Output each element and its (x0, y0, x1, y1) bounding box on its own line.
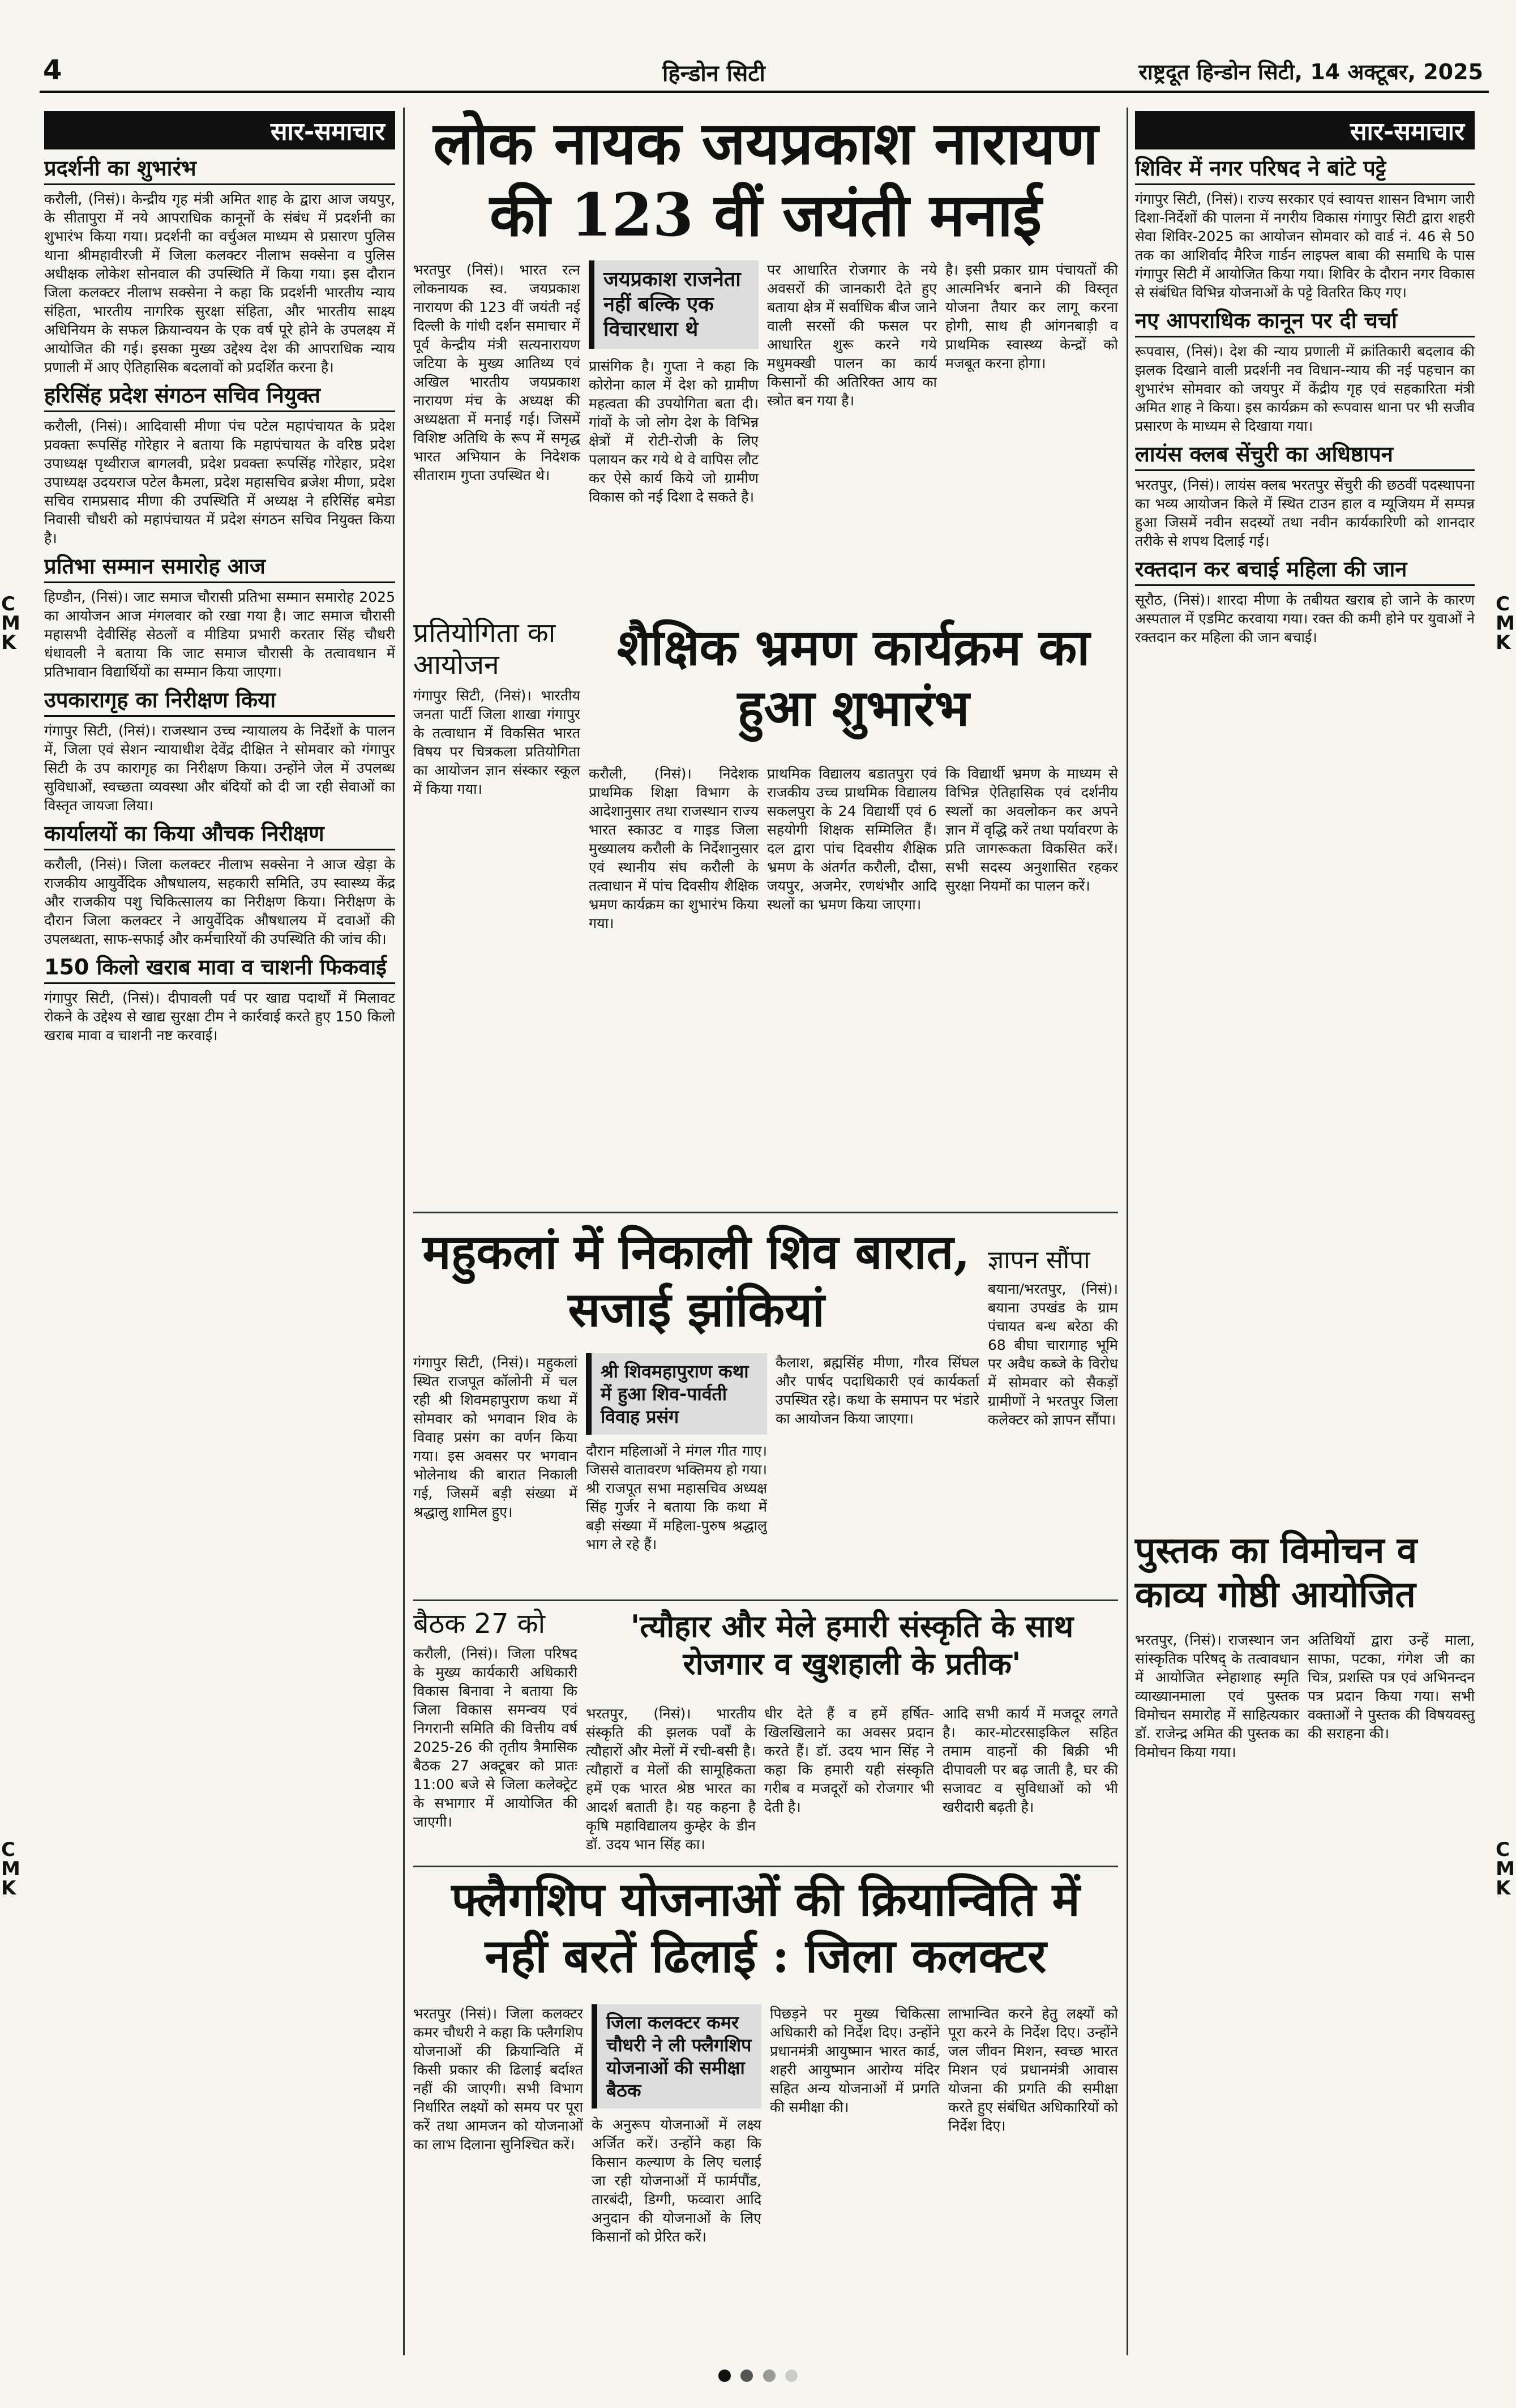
brief-body: गंगापुर सिटी, (निसं)। राज्य सरकार एवं स्वायत्त शासन विभाग जारी दिशा-निर्देशों की पालना में नगरीय विकास गंगापुर सिटी द्वारा शहरी सेवा शिविर-2025 का आयोजन सोमवार को वार्ड नं. 46 से 50 तक का आशिर्वाद मैरिज गार्डन लाइफ्ल बाबा की समाधि के पास गंगापुर सिटी में आयोजित किया गया। शिविर के दौरान नगर विकास से संबंधित विभिन्न योजनाओं के पट्टे वितरित किए गए। (1135, 191, 1475, 301)
lead-column: पर आधारित रोजगार के नये अवसरों की जानकारी देते हुए बताया क्षेत्र में सर्वाधिक बीज जाने वाली सरसों की फसल पर आधारित शुरू करने गये मधुमक्खी पालन का कार्य किसानों की अतिरिक्त आय का स्त्रोत बन गया है। (767, 262, 937, 409)
pull-quote: जिला कलक्टर कमर चौधरी ने ली फ्लैगशिप योजनाओं की समीक्षा बैठक (592, 2004, 761, 2108)
flagship-column: के अनुरूप योजनाओं में लक्ष्य अर्जित करें। उन्होंने कहा कि किसान कल्याण के लिए चलाई जा रही योजनाओं में फार्मपौंड, तारबंदी, डिग्गी, फव्वारा आदि अनुदान की योजनाओं के लिए किसानों को प्रेरित करें। (592, 2116, 761, 2245)
brief-body: करौली, (निसं)। आदिवासी मीणा पंच पटेल महापंचायत के प्रदेश प्रवक्ता रूपसिंह गोरेहार ने बताया कि महापंचायत के वरिष्ठ प्रदेश उपाध्यक्ष पृथ्वीराज बागलवी, प्रदेश प्रवक्ता रूपसिंह गोरेहार, प्रदेश उपाध्यक्ष उदयराज पटेल कैमला, प्रदेश महासचिव ब्रजेश मीणा, प्रदेश सचिव रामप्रसाद मीणा की उपस्थिति में अध्यक्ष ने हरिसिंह बमेडा निवासी चौधरी को महापंचायत में प्रदेश संगठन सचिव नियुक्त किया है। (44, 418, 395, 546)
third-story-inner (586, 1353, 767, 1606)
third-column: गंगापुर सिटी, (निसं)। महुकलां स्थित राजपूत कॉलोनी में चल रही श्री शिवमहापुराण कथा में सोमवार को भगवान शिव के विवाह प्रसंग का वर्णन किया गया। इस अवसर पर भगवान भोलेनाथ की बारात निकाली गई, जिसमें बड़ी संख्या में श्रद्धालु शामिल हुए। (413, 1354, 577, 1520)
memo-headline: ज्ञापन सौंपा (988, 1246, 1090, 1274)
brief-item (1135, 155, 1475, 302)
second-headline: शैक्षिक भ्रमण कार्यक्रम का हुआ शुभारंभ (616, 618, 1090, 738)
brief-item (44, 687, 395, 815)
color-dot (763, 2369, 776, 2382)
registration-mark: C M K (1496, 593, 1515, 654)
right-briefs (1135, 149, 1475, 1531)
flagship-story-inner (592, 2004, 761, 2353)
flagship-headline: फ्लैगशिप योजनाओं की क्रियान्विति में नहीं बरतें ढिलाई : जिला कलक्टर (451, 1872, 1080, 1984)
paper-name: हिन्डोन सिटी (662, 61, 765, 87)
registration-mark: C M K (1, 1838, 20, 1900)
meeting-body: करौली, (निसं)। जिला परिषद के मुख्य कार्यकारी अधिकारी विकास बिनावा ने बताया कि जिला विकास समन्वय एवं निगरानी समिति की वित्तीय वर्ष 2025-26 की तृतीय त्रैमासिक बैठक 27 अक्टूबर को प्रातः 11:00 बजे से जिला कलेक्ट्रेट के सभागार में आयोजित की जाएगी। (413, 1645, 577, 1830)
brief-item (1135, 441, 1475, 550)
book-column: भरतपुर, (निसं)। राजस्थान जन सांस्कृतिक परिषद् के तत्वावधान में आयोजित स्नेहाशाह स्मृति व्याख्यानमाला एवं पुस्तक विमोचन समारोह में साहित्यकार डॉ. राजेन्द्र अमित की पुस्तक का विमोचन किया गया। (1135, 1632, 1299, 1760)
lead-column: प्रासंगिक है। गुप्ता ने कहा कि कोरोना काल में देश को ग्रामीण महत्वता की उपयोगिता बता दी। गांवों के जो लोग देश के विभिन्न क्षेत्रों में रोटी-रोजी के लिए पलायन कर गये थे वे वापिस लौट कर ऐसे कार्य किये जो ग्रामीण विकास को नई दिशा दे सकते है। (589, 358, 759, 505)
lead-story-inner (589, 260, 759, 617)
print-color-marks (0, 2369, 1516, 2392)
flagship-column: पिछड़ने पर मुख्य चिकित्सा अधिकारी को निर्देश दिए। उन्होंने प्रधानमंत्री आयुष्मान भारत कार्ड, शहरी आयुष्मान आरोग्य मंदिर सहित अन्य योजनाओं में प्रगति की समीक्षा की। (770, 2005, 940, 2115)
color-dot (785, 2369, 798, 2382)
flagship-column: लाभान्वित करने हेतु लक्ष्यों को पूरा करने के निर्देश दिए। उन्होंने जल जीवन मिशन, स्वच्छ भारत मिशन एवं प्रधानमंत्री आवास योजना की प्रगति की समीक्षा करते हुए संबंधित अधिकारियों को निर्देश दिए। (948, 2005, 1118, 2134)
lead-column: है। इसी प्रकार ग्राम पंचायतों की आत्मनिर्भर बनाने की विस्तृत योजना तैयार कर लागू करना होगी, साथ ही आंगनबाड़ी व प्राथमिक स्वास्थ्य केन्द्रों को मजबूत करना होगा। (945, 262, 1118, 371)
right-brief-column (1135, 111, 1475, 1531)
color-dot (740, 2369, 753, 2382)
page-number: 4 (43, 54, 62, 86)
competition-headline: प्रतियोगिता का आयोजन (413, 617, 556, 681)
third-headline: महुकलां में निकाली शिव बारात, सजाई झांकियां (422, 1224, 970, 1338)
pull-quote: जयप्रकाश राजनेता नहीं बल्कि एक विचारधारा थे (589, 260, 759, 349)
story-divider (413, 1599, 1118, 1601)
brief-item (44, 954, 395, 1045)
brief-headline: रक्तदान कर बचाई महिला की जान (1135, 556, 1475, 586)
brief-item (44, 820, 395, 948)
color-dot (718, 2369, 731, 2382)
second-column: करौली, (निसं)। निदेशक प्राथमिक शिक्षा विभाग के आदेशानुसार तथा राजस्थान राज्य भारत स्काउट व गाइड जिला मुख्यालय करौली के निर्देशानुसार एवं स्थानीय संघ करौली के तत्वाधान में पांच दिवसीय शैक्षिक भ्रमण कार्यक्रम का शुभारंभ किया गया। (589, 765, 759, 931)
brief-body: गंगापुर सिटी, (निसं)। दीपावली पर्व पर खाद्य पदार्थों में मिलावट रोकने के उद्देश्य से खाद्य सुरक्षा टीम ने कार्रवाई करते हुए 150 किलो खराब मावा व चाशनी नष्ट करवाई। (44, 990, 395, 1043)
brief-body: सूरौठ, (निसं)। शारदा मीणा के तबीयत खराब हो जाने के कारण अस्पताल में एडमिट करवाया गया। रक्त की कमी होने पर युवाओं ने रक्तदान कर महिला की जान बचाई। (1135, 592, 1475, 645)
brief-headline: हरिसिंह प्रदेश संगठन सचिव नियुक्त (44, 382, 395, 412)
pull-quote: श्री शिवमहापुराण कथा में हुआ शिव-पार्वती विवाह प्रसंग (586, 1353, 767, 1435)
registration-mark: C M K (1, 593, 20, 654)
brief-headline: लायंस क्लब सेंचुरी का अधिष्ठापन (1135, 441, 1475, 471)
brief-headline: कार्यालयों का किया औचक निरीक्षण (44, 820, 395, 850)
brief-headline: 150 किलो खराब मावा व चाशनी फिकवाई (44, 954, 395, 984)
competition-box (413, 617, 580, 1224)
meeting-headline: बैठक 27 को (413, 1608, 546, 1640)
brief-item (44, 155, 395, 377)
brief-headline: प्रतिभा सम्मान समारोह आज (44, 553, 395, 583)
competition-body: गंगापुर सिटी, (निसं)। भारतीय जनता पार्टी जिला शाखा गंगापुर के तत्वाधान में विकसित भारत विषय पर चित्रकला प्रतियोगिता का आयोजन ज्ञान संस्कार स्कूल में किया गया। (413, 687, 580, 797)
brief-item (1135, 556, 1475, 647)
third-column: कैलाश, ब्रह्मसिंह मीणा, गौरव सिंघल और पार्षद पदाधिकारी एवं कार्यकर्ता उपस्थित रहे। कथा के समापन पर भंडारे का आयोजन किया जाएगा। (776, 1354, 979, 1427)
brief-body: करौली, (निसं)। जिला कलक्टर नीलाभ सक्सेना ने आज खेड़ा के राजकीय आयुर्वेदिक औषधालय, सहकारी समिति, उप स्वास्थ्य केंद्र और राजकीय पशु चिकित्सालय का निरीक्षण किया। निरीक्षण के दौरान जिला कलक्टर ने आयुर्वेदिक औषधालय में दवाओं की उपलब्धता, साफ-सफाई और कर्मचारियों की उपस्थिति की जांच की। (44, 856, 395, 947)
section-label: सार-समाचार (44, 111, 395, 149)
brief-item (44, 553, 395, 681)
book-headline: पुस्तक का विमोचन व काव्य गोष्ठी आयोजित (1135, 1529, 1417, 1616)
left-briefs (44, 149, 395, 2369)
flagship-column: भरतपुर (निसं)। जिला कलक्टर कमर चौधरी ने कहा कि फ्लैगशिप योजनाओं की क्रियान्विति में किसी प्रकार की ढिलाई बर्दाश्त नहीं की जाएगी। सभी विभाग निर्धारित लक्ष्यों को समय पर पूरा करें तथा आमजन को योजनाओं का लाभ दिलाना सुनिश्चित करें। (413, 2005, 583, 2153)
brief-body: गंगापुर सिटी, (निसं)। राजस्थान उच्च न्यायालय के निर्देशों के पालन में, जिला एवं सेशन न्यायाधीश देवेंद्र दीक्षित ने सोमवार को गंगापुर सिटी के उप कारागृह का निरीक्षण किया। उन्होंने जेल में उपलब्ध सुविधाओं, स्वच्छता व्यवस्था और बंदियों को दी जा रही सेवाओं का विस्तृत जायजा लिया। (44, 722, 395, 814)
memo-body: बयाना/भरतपुर, (निसं)। बयाना उपखंड के ग्राम पंचायत बन्ध बरेठा की 68 बीघा चारागाह भूमि पर अवैध कब्जे के विरोध में सोमवार को सैकड़ों ग्रामीणों ने भरतपुर जिला कलेक्टर को ज्ञापन सौंपा। (988, 1281, 1118, 1428)
second-column: प्राथमिक विद्यालय बडातपुरा एवं राजकीय उच्च प्राथमिक विद्यालय सकलपुरा के 24 विद्यार्थी एवं 6 सहयोगी शिक्षक सम्मिलित हैं। दल द्वारा पांच दिवसीय शैक्षिक भ्रमण के अंतर्गत करौली, दौसा, जयपुर, अजमेर, रणथंभौर आदि स्थलों का भ्रमण किया जाएगा। (767, 765, 937, 913)
brief-headline: उपकारागृह का निरीक्षण किया (44, 687, 395, 717)
brief-body: हिण्डौन, (निसं)। जाट समाज चौरासी प्रतिभा सम्मान समारोह 2025 का आयोजन आज मंगलवार को रखा गया है। जाट समाज चौरासी महासभी देवीसिंह सेठलों व मीडिया प्रभारी करतार सिंह चौधरी धंधावली ने बताया कि जाट समाज चौरासी के तत्वावधान में प्रतिभावान विद्यार्थियों का सम्मान किया जाएगा। (44, 589, 395, 680)
festival-column: भरतपुर, (निसं)। भारतीय संस्कृति की झलक पर्वों के त्यौहारों और मेलों में रची-बसी है। त्यौहारों व मेलों की सामूहिकता हमें एक भारत श्रेष्ठ भारत का आदर्श बताती है। यह कहना है कृषि महाविद्यालय कुम्हेर के डीन डॉ. उदय भान सिंह का। (586, 1705, 756, 1853)
brief-item (1135, 307, 1475, 435)
festival-column: धीर देते हैं व हमें हर्षित-खिलखिलाने का अवसर प्रदान करते हैं। डॉ. उदय भान सिंह ने कहा कि हमारी यही संस्कृति गरीब व मजदूरों को रोजगार भी देती है। (764, 1705, 934, 1815)
column-rule (1127, 108, 1128, 2355)
brief-body: भरतपुर, (निसं)। लायंस क्लब भरतपुर सेंचुरी की छठवीं पदस्थापना का भव्य आयोजन किले में स्थित टाउन हाल व म्यूजियम में सम्पन्न हुआ जिसमें नवीन सदस्यों तथा नवीन कार्यकारिणी को शानदार तरीके से शपथ दिलाई गई। (1135, 477, 1475, 549)
second-column: कि विद्यार्थी भ्रमण के माध्यम से विभिन्न ऐतिहासिक एवं दर्शनीय स्थलों का अवलोकन कर अपने ज्ञान में वृद्धि करें तथा पर्यावरण के प्रति जागरूकता विकसित करें। सभी सदस्य अनुशासित रहकर सुरक्षा नियमों का पालन करें। (945, 765, 1118, 894)
brief-body: रूपवास, (निसं)। देश की न्याय प्रणाली में क्रांतिकारी बदलाव की झलक दिखाने वाली प्रदर्शनी नव विधान-न्याय की नई पहचान का शुभारंभ सोमवार को जयपुर में केंद्रीय गृह एवं सहकारिता मंत्री अमित शाह ने किया। इस कार्यक्रम को रूपवास थाना पर भी सजीव प्रसारण के माध्यम से दिखाया गया। (1135, 343, 1475, 434)
meeting-box (413, 1608, 577, 1848)
memo-box (988, 1246, 1118, 1563)
third-column: दौरान महिलाओं ने मंगल गीत गाए। जिससे वातावरण भक्तिमय हो गया। श्री राजपूत सभा महासचिव अध्यक्ष सिंह गुर्जर ने बताया कि कथा में बड़ी संख्या में महिला-पुरुष श्रद्धालु भाग ले रहे हैं। (586, 1443, 767, 1552)
section-label: सार-समाचार (1135, 111, 1475, 149)
left-brief-column (44, 111, 395, 2369)
registration-mark: C M K (1496, 1838, 1515, 1900)
story-divider (413, 1866, 1118, 1867)
brief-headline: शिविर में नगर परिषद ने बांटे पट्टे (1135, 155, 1475, 185)
festival-headline: 'त्यौहार और मेले हमारी संस्कृति के साथ रोजगार व खुशहाली के प्रतीक' (630, 1608, 1074, 1682)
brief-body: करौली, (निसं)। केन्द्रीय गृह मंत्री अमित शाह के द्वारा आज जयपुर, के सीतापुरा में नये आपराधिक कानूनों के संबंध में प्रदर्शनी का शुभारंभ किया गया। प्रदर्शनी का वर्चुअल माध्यम से प्रसारण पुलिस थाना श्रीमहावीरजी में जिला कलक्टर नीलाभ सक्सेना व पुलिस अधीक्षक लोकेश सोनवाल की उपस्थिति में किया गया। इस दौरान जिला कलक्टर नीलाभ सक्सेना ने कहा कि प्रदर्शनी भारतीय न्याय संहिता, भारतीय नागरिक सुरक्षा संहिता, और भारतीय साक्ष्य अधिनियम के सफल क्रियान्वयन के एक वर्ष पूरे होने के उपलक्ष्य में आयोजित की गई। इसका मुख्य उद्देश्य देश की आपराधिक न्याय प्रणाली में आए ऐतिहासिक बदलावों को प्रदर्शित करना है। (44, 191, 395, 375)
brief-headline: नए आपराधिक कानून पर दी चर्चा (1135, 307, 1475, 337)
festival-column: आदि सभी कार्य में मजदूर लगते है। कार-मोटरसाइकिल सहित तमाम वाहनों की बिक्री भी दीपावली पर बढ़ जाती है, घर की सजावट व सुविधाओं को भी खरीदारी बढ़ती है। (943, 1705, 1118, 1815)
edition-line: राष्ट्रदूत हिन्डोन सिटी, 14 अक्टूबर, 2025 (1138, 59, 1483, 84)
book-column: अतिथियों द्वारा उन्हें माला, साफा, पटका, गंगेश जी का चित्र, प्रशस्ति पत्र एवं अभिनन्दन पत्र प्रदान किया गया। सभी वक्ताओं ने पुस्तक की विषयवस्तु की सराहना की। (1308, 1632, 1475, 1742)
column-rule (403, 108, 405, 2355)
lead-headline: लोक नायक जयप्रकाश नारायण की 123 वीं जयंती मनाई (433, 108, 1098, 250)
brief-item (44, 382, 395, 548)
story-divider (413, 1212, 1118, 1213)
brief-headline: प्रदर्शनी का शुभारंभ (44, 155, 395, 185)
lead-column: भरतपुर (निसं)। भारत रत्न लोकनायक स्व. जयप्रकाश नारायण की 123 वीं जयंती नई दिल्ली के गांधी दर्शन समाचार में पूर्व केन्द्रीय मंत्री सत्यनारायण जटिया के मुख्य आतिथ्य एवं अखिल भारतीय जयप्रकाश नारायण मंच के अध्यक्ष की अध्यक्षता में मनाई गई। जिसमें विशिष्ट अतिथि के रूप में समृद्ध भारत अभियान के निदेशक सीताराम गुप्ता उपस्थित थे। (413, 262, 580, 484)
